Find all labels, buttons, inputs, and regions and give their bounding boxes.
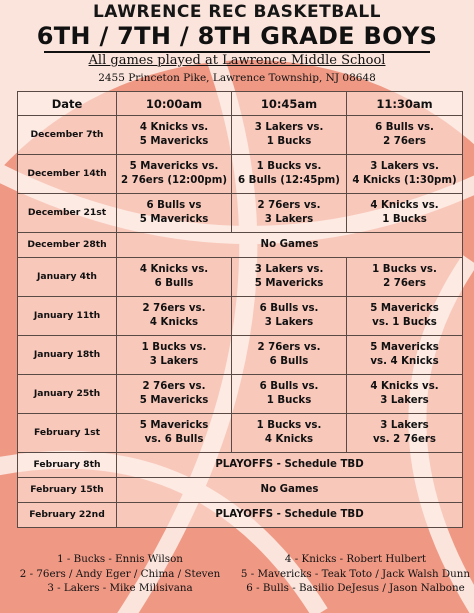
game-line: 3 Lakers vs. (370, 161, 439, 172)
game-line: 2 76ers (383, 278, 426, 289)
game-cell (347, 258, 463, 297)
game-cell (117, 155, 232, 194)
team-roster-right (237, 552, 474, 596)
game-line: 6 Bulls (269, 356, 309, 367)
game-line: 2 76ers vs. (142, 303, 206, 314)
date-cell: December 7th (18, 116, 117, 155)
game-line: 2 76ers vs. (257, 342, 321, 353)
game-cell (232, 375, 347, 414)
table-row (18, 503, 463, 528)
table-row (18, 414, 463, 453)
game-line: 6 Bulls vs. (375, 122, 434, 133)
game-cell (347, 194, 463, 233)
date-cell: January 4th (18, 258, 117, 297)
game-line: 1 Bucks vs. (372, 264, 437, 275)
game-cell (232, 194, 347, 233)
date-cell: February 1st (18, 414, 117, 453)
game-line: 3 Lakers (264, 214, 314, 225)
note-cell: No Games (117, 478, 463, 503)
team-roster-entry: 6 - Bulls - Basilio DeJesus / Jason Nalbone (246, 582, 465, 594)
game-line: 6 Bulls (12:45pm) (238, 175, 340, 186)
team-roster-left (5, 552, 235, 596)
column-header-date: Date (18, 92, 117, 116)
date-cell: December 14th (18, 155, 117, 194)
game-line: vs. 1 Bucks (372, 317, 437, 328)
game-line: 6 Bulls vs. (259, 381, 319, 392)
game-line: 1 Bucks vs. (141, 342, 207, 353)
table-row (18, 375, 463, 414)
game-cell (347, 336, 463, 375)
game-line: 5 Mavericks (139, 136, 209, 147)
game-line: 1 Bucks (382, 214, 427, 225)
location-note: All games played at Lawrence Middle School (88, 53, 386, 68)
game-line: 3 Lakers (264, 317, 314, 328)
game-line: vs. 4 Knicks (370, 356, 439, 367)
game-line: 1 Bucks vs. (256, 420, 322, 431)
game-line: vs. 6 Bulls (144, 434, 204, 445)
game-line: 5 Mavericks (139, 395, 209, 406)
table-row (18, 297, 463, 336)
league-title: LAWRENCE REC BASKETBALL (92, 2, 382, 22)
game-line: 3 Lakers vs. (254, 264, 324, 275)
game-cell (347, 375, 463, 414)
team-roster-entry: 3 - Lakers - Mike Milisivana (47, 582, 193, 594)
game-line: vs. 2 76ers (373, 434, 436, 445)
game-line: 3 Lakers (380, 395, 429, 406)
table-row (18, 478, 463, 503)
date-cell: February 22nd (18, 503, 117, 528)
game-line: 5 Mavericks (254, 278, 324, 289)
game-line: 4 Knicks (1:30pm) (352, 175, 457, 186)
game-line: 2 76ers (383, 136, 426, 147)
team-roster-entry: 5 - Mavericks - Teak Toto / Jack Walsh Dunn (240, 567, 471, 580)
game-cell (117, 414, 232, 453)
table-row (18, 194, 463, 233)
game-cell (232, 258, 347, 297)
game-cell (347, 116, 463, 155)
column-header-slot-1: 10:00am (117, 92, 232, 116)
date-cell: February 8th (18, 453, 117, 478)
game-cell (232, 414, 347, 453)
game-cell (117, 116, 232, 155)
game-line: 6 Bulls vs. (259, 303, 319, 314)
game-line: 1 Bucks vs. (256, 161, 322, 172)
table-row (18, 233, 463, 258)
game-cell (347, 297, 463, 336)
date-cell: December 21st (18, 194, 117, 233)
game-cell (347, 155, 463, 194)
game-cell (232, 336, 347, 375)
table-row (18, 116, 463, 155)
table-row (18, 155, 463, 194)
game-line: 4 Knicks (264, 434, 314, 445)
schedule-table (17, 91, 463, 528)
team-roster-entry: 1 - Bucks - Ennis Wilson (57, 553, 183, 565)
column-header-slot-3: 11:30am (347, 92, 463, 116)
column-header-slot-2: 10:45am (232, 92, 347, 116)
division-title (0, 22, 474, 50)
note-cell: PLAYOFFS - Schedule TBD (117, 453, 463, 478)
game-line: 5 Mavericks (139, 214, 209, 225)
note-cell: PLAYOFFS - Schedule TBD (117, 503, 463, 528)
game-line: 3 Lakers vs. (254, 122, 324, 133)
game-cell (117, 297, 232, 336)
date-cell: January 25th (18, 375, 117, 414)
team-roster-entry: 2 - 76ers / Andy Eger / Chima / Steven (19, 567, 221, 580)
game-line: 3 Lakers (380, 420, 429, 431)
table-row (18, 336, 463, 375)
game-cell (117, 258, 232, 297)
game-cell (232, 155, 347, 194)
game-line: 2 76ers vs. (142, 381, 206, 392)
game-cell (117, 336, 232, 375)
game-cell (117, 375, 232, 414)
game-line: 5 Mavericks (139, 420, 209, 431)
date-cell: February 15th (18, 478, 117, 503)
game-line: 4 Knicks vs. (370, 200, 439, 211)
game-cell (347, 414, 463, 453)
team-roster-entry: 4 - Knicks - Robert Hulbert (284, 553, 427, 565)
date-cell: January 18th (18, 336, 117, 375)
game-line: 4 Knicks vs. (370, 381, 439, 392)
game-line: 5 Mavericks vs. (129, 161, 219, 172)
game-line: 3 Lakers (149, 356, 199, 367)
game-line: 1 Bucks (266, 136, 312, 147)
address: 2455 Princeton Pike, Lawrence Township, NJ 08648 (98, 72, 376, 84)
game-cell (232, 297, 347, 336)
schedule-body (18, 116, 463, 528)
note-cell: No Games (117, 233, 463, 258)
game-line: 6 Bulls (154, 278, 194, 289)
game-line: 6 Bulls vs (146, 200, 202, 211)
header-row (18, 92, 463, 116)
game-line: 4 Knicks vs. (139, 264, 209, 275)
game-line: 5 Mavericks (370, 342, 439, 353)
date-cell: December 28th (18, 233, 117, 258)
table-row (18, 453, 463, 478)
table-row (18, 258, 463, 297)
game-line: 4 Knicks (149, 317, 199, 328)
game-cell (117, 194, 232, 233)
division-title-text: 6TH / 7TH / 8TH GRADE BOYS (36, 22, 438, 50)
game-line: 5 Mavericks (370, 303, 439, 314)
game-line: 2 76ers (12:00pm) (120, 175, 227, 186)
game-line: 4 Knicks vs. (139, 122, 209, 133)
game-line: 1 Bucks (266, 395, 312, 406)
game-cell (232, 116, 347, 155)
date-cell: January 11th (18, 297, 117, 336)
game-line: 2 76ers vs. (257, 200, 321, 211)
